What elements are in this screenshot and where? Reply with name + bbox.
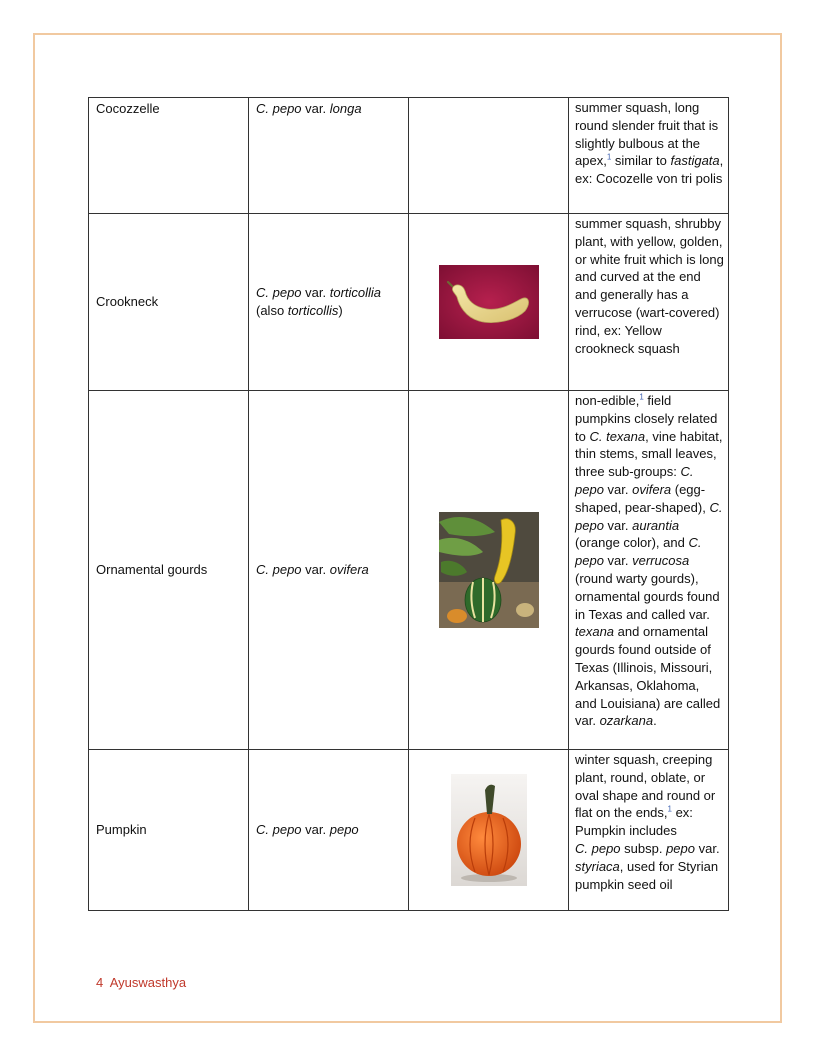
italic-text: aurantia [632, 517, 680, 533]
squash-table [88, 97, 729, 911]
italic-text: pepo [329, 822, 359, 838]
crookneck-squash-image [439, 265, 539, 339]
table-row [89, 98, 729, 214]
italic-text: C. pepo [575, 464, 694, 497]
text-run: and ornamental gourds found outside of Texas (Illinois, Missouri, Arkansas, Oklahoma, and Louisiana) are called var. [575, 624, 721, 729]
image-cell [409, 98, 569, 214]
text-run: non-edible, [575, 393, 640, 408]
italic-text: C. pepo [256, 562, 302, 578]
italic-text: C. pepo [575, 535, 702, 569]
description-cell [569, 214, 729, 391]
italic-text: C. pepo [256, 101, 302, 116]
common-name-cell: Crookneck [89, 214, 249, 391]
italic-text: C. pepo [256, 285, 302, 301]
text-run: summer squash, shrubby plant, with yellow, golden, or white fruit which is long and curved at the end and generally has a verrucose (wart-covered) rind, ex: Yellow crookneck squash [575, 216, 724, 356]
italic-text: fastigata [670, 153, 720, 169]
text-run: winter squash, creeping plant, round, oblate, or oval shape and round or flat on the ends, [575, 752, 716, 821]
text-run: (also [256, 303, 288, 318]
footnote-ref[interactable]: 1 [639, 392, 644, 402]
text-run: var. [301, 562, 330, 578]
image-cell [409, 214, 569, 391]
text-run: field pumpkins closely related to [575, 393, 718, 444]
text-run: var. [301, 101, 330, 116]
text-run: var. [603, 553, 633, 569]
table-row [89, 214, 729, 391]
table-row [89, 750, 729, 911]
footnote-ref[interactable]: 1 [667, 805, 672, 815]
scientific-name-cell [249, 750, 409, 911]
italic-text: texana [575, 624, 615, 640]
italic-text: torticollis [287, 303, 339, 318]
italic-text: C. texana [589, 428, 646, 444]
text-run: (orange color), and [575, 535, 689, 551]
common-name-cell: Pumpkin [89, 750, 249, 911]
pumpkin-image [451, 774, 527, 886]
table-row [89, 391, 729, 750]
text-run: summer squash, long round slender fruit that is slightly bulbous at the apex, [575, 100, 719, 169]
text-run: var. [301, 822, 330, 838]
description-cell [569, 98, 729, 214]
text-run: var. [695, 840, 720, 856]
text-run: , ex: Cocozelle von tri polis [575, 153, 724, 187]
text-run: var. [603, 517, 633, 533]
footer-title: Ayuswasthya [109, 975, 187, 990]
footnote-ref[interactable]: 1 [606, 153, 612, 163]
image-cell [409, 750, 569, 911]
common-name-cell: Cocozzelle [89, 98, 249, 214]
italic-text: ozarkana [599, 713, 654, 729]
text-run: . [653, 713, 657, 729]
image-cell [409, 391, 569, 750]
text-run: ) [338, 303, 343, 318]
italic-text: torticollia [329, 285, 382, 301]
ornamental-gourds-image [439, 512, 539, 628]
text-run: (round warty gourds), ornamental gourds found in Texas and called var. [575, 570, 720, 622]
text-run: , vine habitat, thin stems, small leaves, three sub-groups: [575, 428, 723, 480]
description-cell [569, 391, 729, 750]
italic-text: ovifera [632, 481, 672, 497]
text-run: var. [301, 285, 330, 301]
page-footer [96, 975, 186, 990]
italic-text: ovifera [329, 562, 369, 578]
text-run: var. [603, 481, 633, 497]
italic-text: longa [329, 101, 362, 116]
common-name-cell: Ornamental gourds [89, 391, 249, 750]
page-number: 4 [96, 975, 104, 990]
text-run: (egg-shaped, pear-shaped), [575, 481, 710, 515]
italic-text: C. pepo [575, 840, 621, 856]
italic-text: C. pepo [256, 822, 302, 838]
scientific-name-cell [249, 391, 409, 750]
text-run: subsp. [620, 840, 667, 856]
scientific-name-cell [249, 214, 409, 391]
text-run: similar to [611, 153, 671, 169]
scientific-name-cell [249, 98, 409, 214]
italic-text: C. pepo [575, 499, 723, 533]
text-run: , used for Styrian pumpkin seed oil [575, 858, 719, 892]
italic-text: verrucosa [632, 553, 690, 569]
description-cell [569, 750, 729, 911]
italic-text: pepo [666, 840, 695, 856]
text-run: ex: Pumpkin includes [575, 805, 693, 839]
italic-text: styriaca [575, 858, 620, 874]
